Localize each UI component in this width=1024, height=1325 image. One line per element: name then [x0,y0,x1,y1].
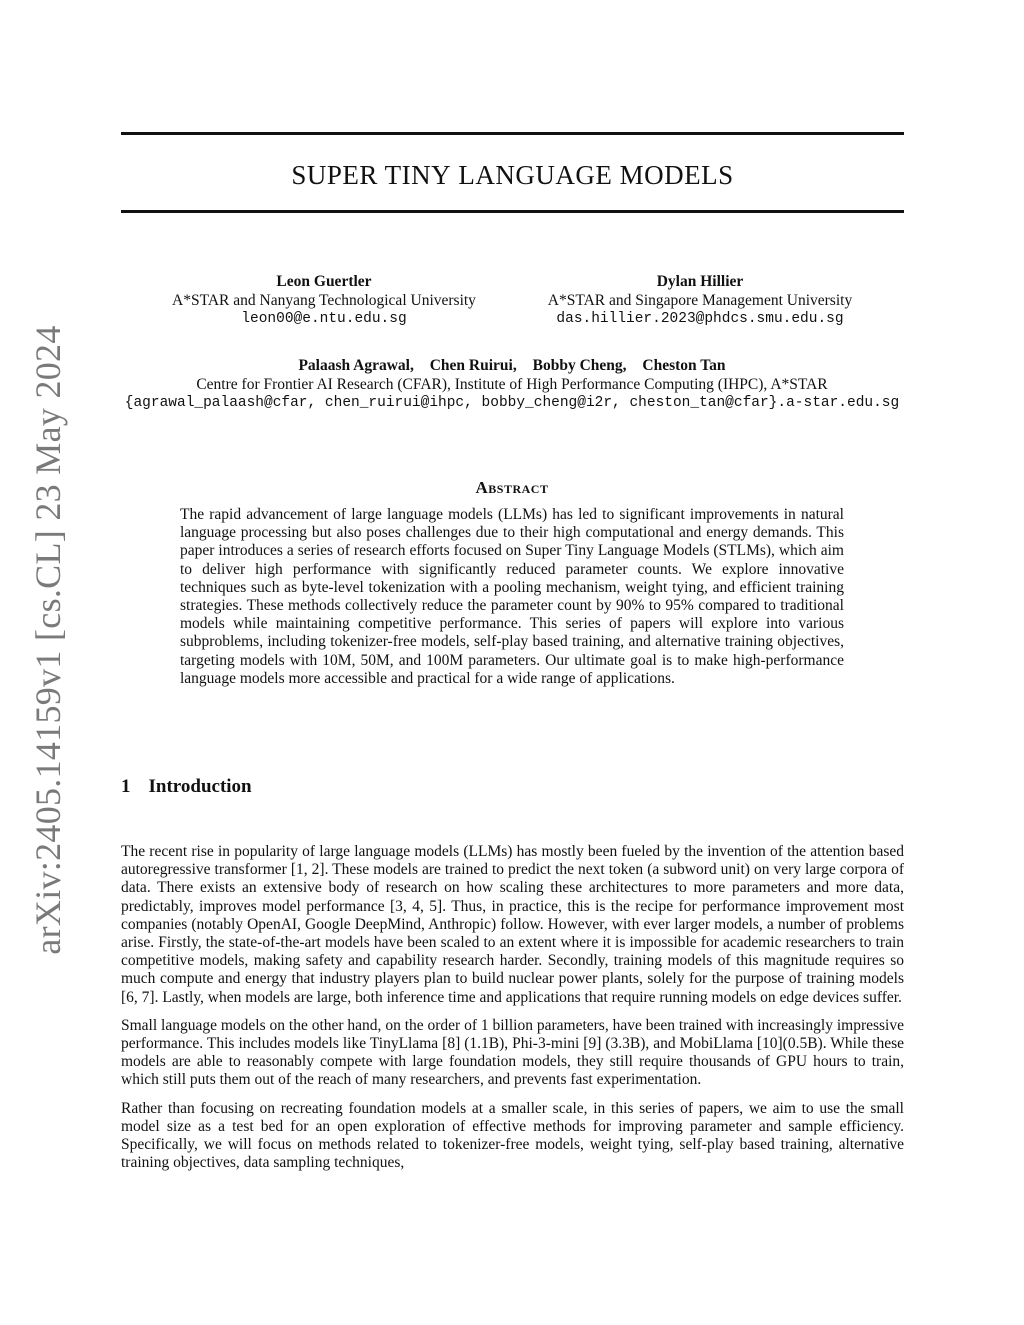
author-email[interactable]: das.hillier.2023@phdcs.smu.edu.sg [556,311,844,327]
abstract-text: The rapid advancement of large language models (LLMs) has led to significant improvements in natural language processing but also poses challenges due to their high computational and energy demands. This paper introduces a series of research efforts focused on Super Tiny Language Models (STLMs), which aim to deliver high performance with significantly reduced parameter counts. We explore innovative techniques such as byte-level tokenization with a pooling mechanism, weight tying, and efficient training strategies. These methods collectively reduce the parameter count by 90% to 95% compared to traditional models while maintaining competitive performance. This series of papers will explore into various subproblems, including tokenizer-free models, self-play based training, and alternative training objectives, targeting models with 10M, 50M, and 100M parameters. Our ultimate goal is to make high-performance language models more accessible and practical for a wide range of applications. [180,506,844,687]
author-group [60,356,964,413]
group-author-names [60,356,964,375]
abstract-heading: Abstract [475,478,549,497]
author-name: Bobby Cheng, [532,357,627,374]
author-affiliation: A*STAR and Singapore Management University [547,292,853,309]
arxiv-stamp: arXiv:2405.14159v1 [cs.CL] 23 May 2024 [28,325,68,955]
author-email[interactable]: leon00@e.ntu.edu.sg [241,311,407,327]
paragraph: Rather than focusing on recreating foundation models at a smaller scale, in this series of papers, we aim to use the small model size as a test bed for an open exploration of effective methods for improving parameter and sample efficiency. Specifically, we will focus on methods related to tokenizer-free models, weight tying, self-play based training, alternative training objectives, data sampling techniques, [121,1099,904,1172]
author-name: Cheston Tan [642,357,726,374]
introduction-body [121,843,904,1182]
author-name: Palaash Agrawal, [298,357,414,374]
title-rule-bottom [121,210,904,213]
title-rule-top [121,132,904,135]
author-affiliation: A*STAR and Nanyang Technological University [172,292,476,309]
author-name: Chen Ruirui, [429,357,517,374]
author-name: Dylan Hillier [656,273,744,290]
section-heading [121,776,252,798]
author-name: Leon Guertler [276,273,372,290]
paragraph: The recent rise in popularity of large language models (LLMs) has mostly been fueled by the invention of the attention based autoregressive transformer [1, 2]. These models are trained to predict the next token (a subword unit) on very large corpora of data. There exists an extensive body of research on how scaling these architectures to more parameters and more data, predictably, improves model performance [3, 4, 5]. Thus, in practice, this is the recipe for performance improvement most companies (notably OpenAI, Google DeepMind, Anthropic) follow. However, with ever larger models, a number of problems arise. Firstly, the state-of-the-art models have been scaled to an extent where it is impossible for academic researchers to train competitive models, making safety and capability research harder. Secondly, training models of this magnitude requires so much compute and energy that industry players plan to build nuclear power plants, solely for the purpose of training models [6, 7]. Lastly, when models are large, both inference time and applications that require running models on edge devices suffer. [121,843,904,1006]
author-block-left [124,272,524,329]
group-emails[interactable]: {agrawal_palaash@cfar, chen_ruirui@ihpc, bobby_cheng@i2r, cheston_tan@cfar}.a-star.edu.sg [124,395,900,411]
paper-title: SUPER TINY LANGUAGE MODELS [291,160,734,190]
group-affiliation: Centre for Frontier AI Research (CFAR), Institute of High Performance Computing (IHPC), A*STAR [196,376,828,393]
paragraph: Small language models on the other hand, on the order of 1 billion parameters, have been trained with increasingly impressive performance. This includes models like TinyLlama [8] (1.1B), Phi-3-mini [9] (3.3B), and MobiLlama [10](0.5B). While these models are able to reasonably compete with large foundation models, they still require thousands of GPU hours to train, which still puts them out of the reach of many researchers, and prevents fast experimentation. [121,1016,904,1089]
section-title: Introduction [148,776,252,797]
author-block-right [500,272,900,329]
section-number: 1 [121,776,131,797]
